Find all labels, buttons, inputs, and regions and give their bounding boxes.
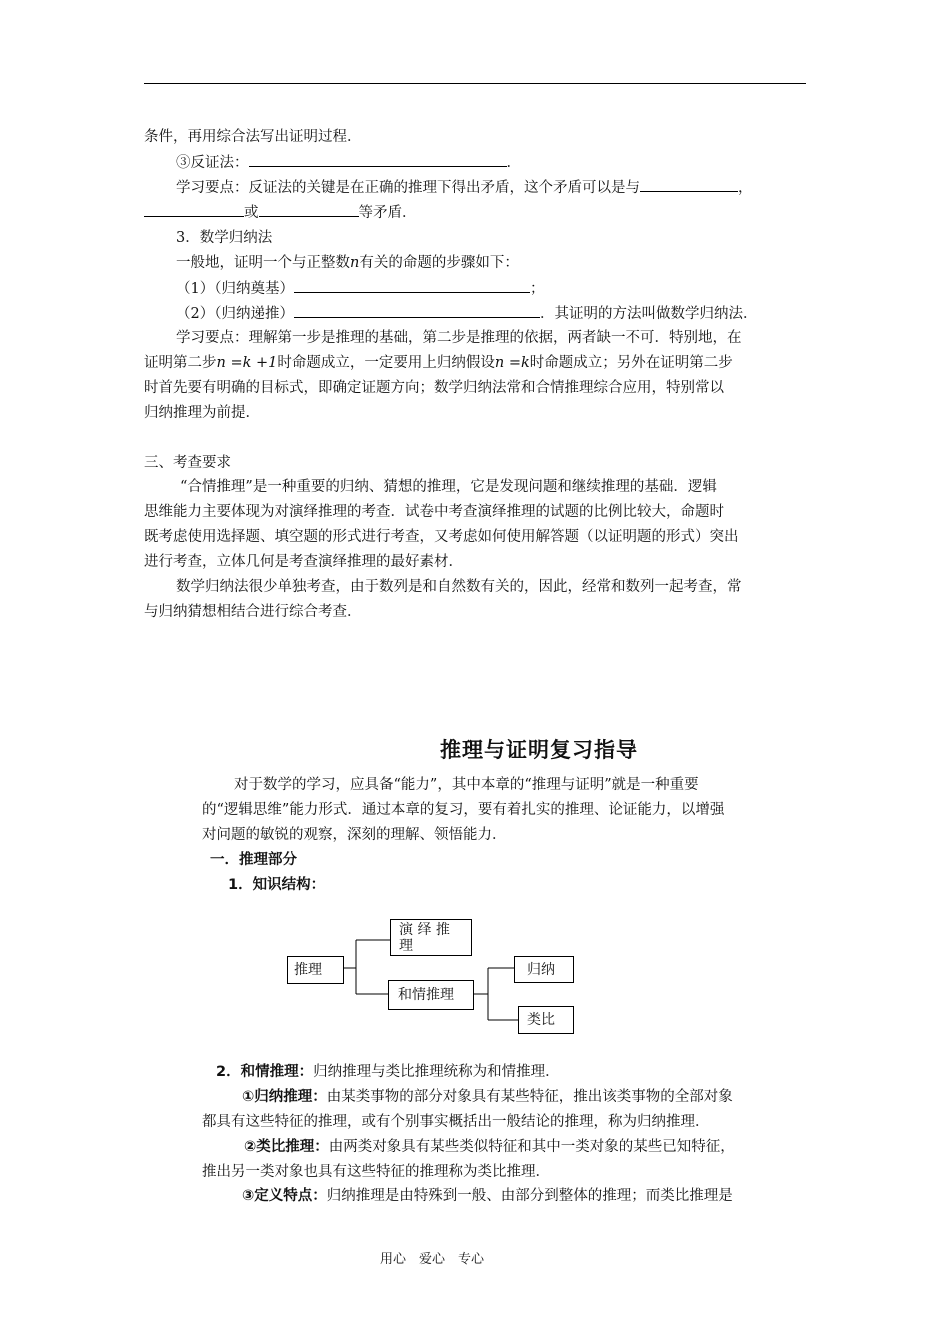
header-rule bbox=[144, 83, 806, 84]
subheading: 3．数学归纳法 bbox=[176, 230, 273, 246]
node-reasoning: 推理 bbox=[287, 956, 344, 984]
fill-blank bbox=[144, 202, 244, 217]
section-heading: 一．推理部分 bbox=[210, 852, 297, 868]
text-line: ③定义特点：归纳推理是由特殊到一般、由部分到整体的推理；而类比推理是 bbox=[242, 1188, 733, 1204]
text-line: 或 等矛盾． bbox=[144, 202, 417, 223]
text-line: 对于数学的学习，应具备“能力”，其中本章的“推理与证明”就是一种重要 bbox=[234, 777, 699, 793]
text-line: 对问题的敏锐的观察，深刻的理解、领悟能力． bbox=[202, 827, 507, 843]
subheading: 1．知识结构： bbox=[228, 877, 326, 893]
formula: n =k bbox=[494, 355, 530, 371]
text-line: 条件，再用综合法写出证明过程． bbox=[144, 129, 362, 145]
text-line: 数学归纳法很少单独考查，由于数列是和自然数有关的，因此，经常和数列一起考查，常 bbox=[176, 579, 742, 595]
text-line: 都具有这些特征的推理，或有个别事实概括出一般结论的推理，称为归纳推理． bbox=[202, 1114, 710, 1130]
text-line: 2．和情推理：归纳推理与类比推理统称为和情推理． bbox=[216, 1064, 560, 1080]
text-line: （1）（归纳奠基） ； bbox=[176, 278, 544, 299]
text-line: ①归纳推理：由某类事物的部分对象具有某些特征，推出该类事物的全部对象 bbox=[242, 1089, 733, 1105]
text-line: （2）（归纳递推） ．其证明的方法叫做数学归纳法． bbox=[176, 303, 757, 324]
text-line: 既考虑使用选择题、填空题的形式进行考查，又考虑如何使用解答题（以证明题的形式）突出 bbox=[144, 529, 739, 545]
fill-blank bbox=[640, 177, 738, 192]
text-line: 推出另一类对象也具有这些特征的推理称为类比推理． bbox=[202, 1164, 550, 1180]
page-title: 推理与证明复习指导 bbox=[440, 738, 638, 762]
fill-blank bbox=[294, 303, 540, 318]
page-footer: 用心 爱心 专心 bbox=[380, 1252, 485, 1267]
text-line: 进行考查，立体几何是考查演绎推理的最好素材． bbox=[144, 554, 463, 570]
fill-blank bbox=[259, 202, 359, 217]
text-line: 的“逻辑思维”能力形式．通过本章的复习，要有着扎实的推理、论证能力，以增强 bbox=[202, 802, 725, 818]
text-line: 一般地，证明一个与正整数n有关的命题的步骤如下： bbox=[176, 255, 519, 271]
text-line: 归纳推理为前提． bbox=[144, 405, 260, 421]
text-line: ③反证法： ． bbox=[176, 152, 521, 173]
formula: n =k +1 bbox=[216, 355, 278, 371]
text-line: 学习要点：理解第一步是推理的基础，第二步是推理的依据，两者缺一不可．特别地，在 bbox=[176, 330, 742, 346]
section-heading: 三、考查要求 bbox=[144, 455, 231, 471]
node-induction: 归纳 bbox=[514, 956, 574, 983]
fill-blank bbox=[249, 152, 507, 167]
node-analogy: 类比 bbox=[518, 1006, 574, 1034]
text-line: 与归纳猜想相结合进行综合考查． bbox=[144, 604, 362, 620]
node-plausible-reasoning: 和情推理 bbox=[388, 980, 474, 1010]
text-line: 时首先要有明确的目标式，即确定证题方向；数学归纳法常和合情推理综合应用，特别常以 bbox=[144, 380, 724, 396]
text-line: 学习要点：反证法的关键是在正确的推理下得出矛盾，这个矛盾可以是与 ， bbox=[176, 177, 753, 198]
node-deductive-reasoning: 演 绎 推 理 bbox=[390, 919, 472, 956]
text-line: 思维能力主要体现为对演绎推理的考查．试卷中考查演绎推理的试题的比例比较大，命题时 bbox=[144, 504, 724, 520]
fill-blank bbox=[294, 278, 530, 293]
text-line: 证明第二步n =k +1时命题成立，一定要用上归纳假设n =k时命题成立；另外在证明第二步 bbox=[144, 355, 733, 371]
text-line: “合情推理”是一种重要的归纳、猜想的推理，它是发现问题和继续推理的基础．逻辑 bbox=[180, 479, 717, 495]
text-line: ②类比推理：由两类对象具有某些类似特征和其中一类对象的某些已知特征， bbox=[244, 1139, 735, 1155]
